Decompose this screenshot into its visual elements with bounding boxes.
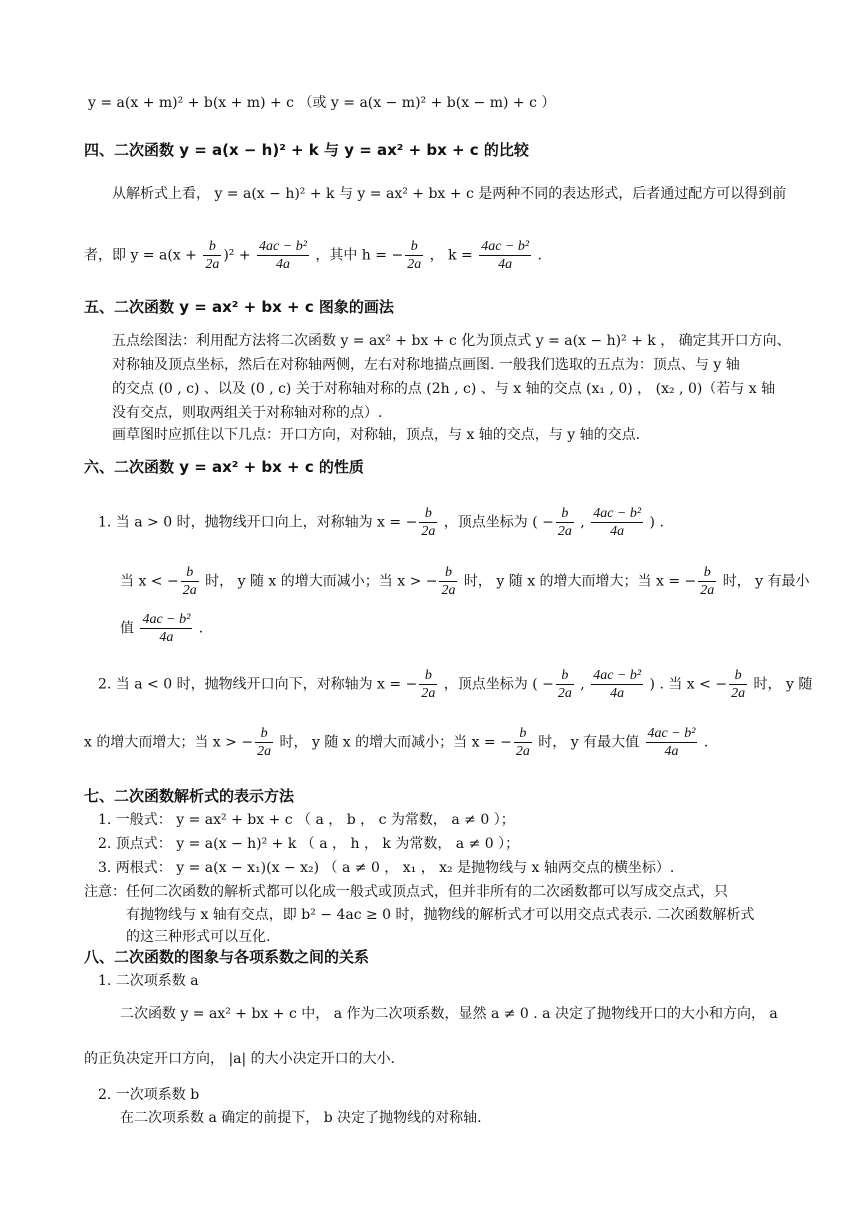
fraction-discriminant-over-4a: $\frac{\text{4ac − b²}}{4a}$ bbox=[259, 239, 307, 272]
fraction-b-over-2a: $\frac{b}{2a}$ bbox=[557, 506, 572, 539]
fraction-discriminant-over-4a: $\frac{\text{4ac − b²}}{4a}$ bbox=[142, 612, 191, 645]
fraction-b-over-2a: $\frac{b}{2a}$ bbox=[557, 668, 572, 701]
text-fragment: ，其中 h = − bbox=[310, 247, 404, 264]
fraction-b-over-2a: $\frac{b}{2a}$ bbox=[182, 565, 197, 598]
text-fragment: 1. 当 a > 0 时，抛物线开口向上，对称轴为 x = − bbox=[98, 514, 418, 531]
subsection-1-title: 1. 二次项系数 a bbox=[98, 973, 199, 989]
text-fragment: . bbox=[194, 620, 204, 637]
form-two-roots: 3. 两根式： y = a(x − x₁)(x − x₂) （ a ≠ 0 ， x₁ ， x₂ 是抛物线与 x 轴两交点的横坐标）. bbox=[98, 860, 675, 876]
section-4-paragraph-line-2 bbox=[84, 238, 542, 273]
form-vertex: 2. 顶点式： y = a(x − h)² + k （ a ， h ， k 为常数， a ≠ 0 ）； bbox=[98, 836, 520, 852]
text-fragment: . bbox=[699, 734, 709, 751]
note-line-1: 注意：任何二次函数的解析式都可以化成一般式或顶点式，但并非所有的二次函数都可以写成交点式，只 bbox=[84, 884, 728, 900]
fraction-b-over-2a: $\frac{b}{2a}$ bbox=[257, 726, 272, 759]
section-8-heading: 八、二次函数的图象与各项系数之间的关系 bbox=[84, 948, 370, 966]
text-fragment: ) . bbox=[645, 514, 664, 531]
text-fragment: 时， y 有最大值 bbox=[533, 734, 644, 751]
fraction-b-over-2a: $\frac{b}{2a}$ bbox=[421, 506, 436, 539]
section-6-heading: 六、二次函数 y = ax² + bx + c 的性质 bbox=[84, 458, 364, 476]
note-line-3: 的这三种形式可以互化. bbox=[126, 929, 271, 945]
fraction-b-over-2a: $\frac{b}{2a}$ bbox=[700, 565, 715, 598]
property-1-line-3 bbox=[120, 611, 203, 646]
fraction-b-over-2a: $\frac{b}{2a}$ bbox=[407, 239, 422, 272]
text-fragment: 时， y 随 x 的增大而增大；当 x = − bbox=[459, 573, 697, 590]
text-fragment: )² + bbox=[223, 247, 256, 264]
text-fragment: ，顶点坐标为 ( − bbox=[439, 676, 554, 693]
text-fragment: 值 bbox=[120, 620, 139, 637]
section-5-paragraph-line-2: 对称轴及顶点坐标，然后在对称轴两侧，左右对称地描点画图. 一般我们选取的五点为：顶点、与 y 轴 bbox=[112, 357, 740, 373]
property-1-line-2 bbox=[120, 564, 810, 599]
subsection-2-paragraph: 在二次项系数 a 确定的前提下， b 决定了抛物线的对称轴. bbox=[120, 1110, 482, 1126]
text-fragment: x 的增大而增大；当 x > − bbox=[84, 734, 254, 751]
fraction-b-over-2a: $\frac{b}{2a}$ bbox=[515, 726, 530, 759]
property-2-line-2 bbox=[84, 725, 708, 760]
form-general: 1. 一般式： y = ax² + bx + c （ a ， b ， c 为常数， a ≠ 0 ）； bbox=[98, 812, 515, 828]
note-line-2: 有抛物线与 x 轴有交点，即 b² − 4ac ≥ 0 时，抛物线的解析式才可以用交点式表示. 二次函数解析式 bbox=[126, 907, 755, 923]
section-4-paragraph-line-1: 从解析式上看， y = a(x − h)² + k 与 y = ax² + bx + c 是两种不同的表达形式，后者通过配方可以得到前 bbox=[112, 186, 787, 202]
subsection-1-paragraph-line-2: 的正负决定开口方向， |a| 的大小决定开口的大小. bbox=[84, 1051, 396, 1067]
fraction-b-over-2a: $\frac{b}{2a}$ bbox=[205, 239, 220, 272]
text-fragment: 者，即 y = a(x + bbox=[84, 247, 202, 264]
text-fragment: 时， y 随 bbox=[749, 676, 813, 693]
fraction-discriminant-over-4a: $\frac{\text{4ac − b²}}{4a}$ bbox=[593, 668, 642, 701]
fraction-discriminant-over-4a: $\frac{\text{4ac − b²}}{4a}$ bbox=[647, 726, 696, 759]
section-7-heading: 七、二次函数解析式的表示方法 bbox=[84, 787, 295, 805]
subsection-1-paragraph-line-1: 二次函数 y = ax² + bx + c 中， a 作为二次项系数，显然 a ≠ 0 . a 决定了抛物线开口的大小和方向， a bbox=[120, 1006, 778, 1022]
text-fragment: ) . 当 x < − bbox=[645, 676, 728, 693]
fraction-discriminant-over-4a: $\frac{\text{4ac − b²}}{4a}$ bbox=[593, 506, 642, 539]
text-fragment: 当 x < − bbox=[120, 573, 179, 590]
section-4-heading: 四、二次函数 y = a(x − h)² + k 与 y = ax² + bx + c 的比较 bbox=[84, 141, 529, 159]
text-fragment: , bbox=[575, 514, 590, 531]
text-fragment: 2. 当 a < 0 时，抛物线开口向下，对称轴为 x = − bbox=[98, 676, 418, 693]
section-5-paragraph-line-3: 的交点 (0 , c) 、以及 (0 , c) 关于对称轴对称的点 (2h , c) 、与 x 轴的交点 (x₁ , 0) ， (x₂ , 0)（若与 x 轴 bbox=[112, 381, 776, 397]
formula-translated-form: y = a(x + m)² + b(x + m) + c （或 y = a(x − m)² + b(x − m) + c ） bbox=[88, 95, 556, 111]
text-fragment: 时， y 随 x 的增大而减小；当 x = − bbox=[275, 734, 512, 751]
subsection-2-title: 2. 一次项系数 b bbox=[98, 1087, 200, 1103]
section-5-paragraph-line-5: 画草图时应抓住以下几点：开口方向，对称轴，顶点，与 x 轴的交点，与 y 轴的交点. bbox=[112, 427, 641, 443]
text-fragment: ， k = bbox=[425, 247, 478, 264]
section-5-paragraph-line-1: 五点绘图法：利用配方法将二次函数 y = ax² + bx + c 化为顶点式 y = a(x − h)² + k ， 确定其开口方向、 bbox=[112, 333, 791, 349]
text-fragment: 时， y 有最小 bbox=[718, 573, 810, 590]
property-1-line-1 bbox=[98, 505, 664, 540]
text-fragment: . bbox=[533, 247, 542, 264]
fraction-b-over-2a: $\frac{b}{2a}$ bbox=[731, 668, 746, 701]
text-fragment: ，顶点坐标为 ( − bbox=[439, 514, 554, 531]
text-fragment: 时， y 随 x 的增大而减小；当 x > − bbox=[200, 573, 438, 590]
section-5-heading: 五、二次函数 y = ax² + bx + c 图象的画法 bbox=[84, 298, 394, 316]
fraction-b-over-2a: $\frac{b}{2a}$ bbox=[441, 565, 456, 598]
fraction-discriminant-over-4a: $\frac{\text{4ac − b²}}{4a}$ bbox=[481, 239, 530, 272]
fraction-b-over-2a: $\frac{b}{2a}$ bbox=[421, 668, 436, 701]
property-2-line-1 bbox=[98, 667, 812, 702]
section-5-paragraph-line-4: 没有交点，则取两组关于对称轴对称的点）. bbox=[112, 405, 383, 421]
text-fragment: , bbox=[575, 676, 590, 693]
